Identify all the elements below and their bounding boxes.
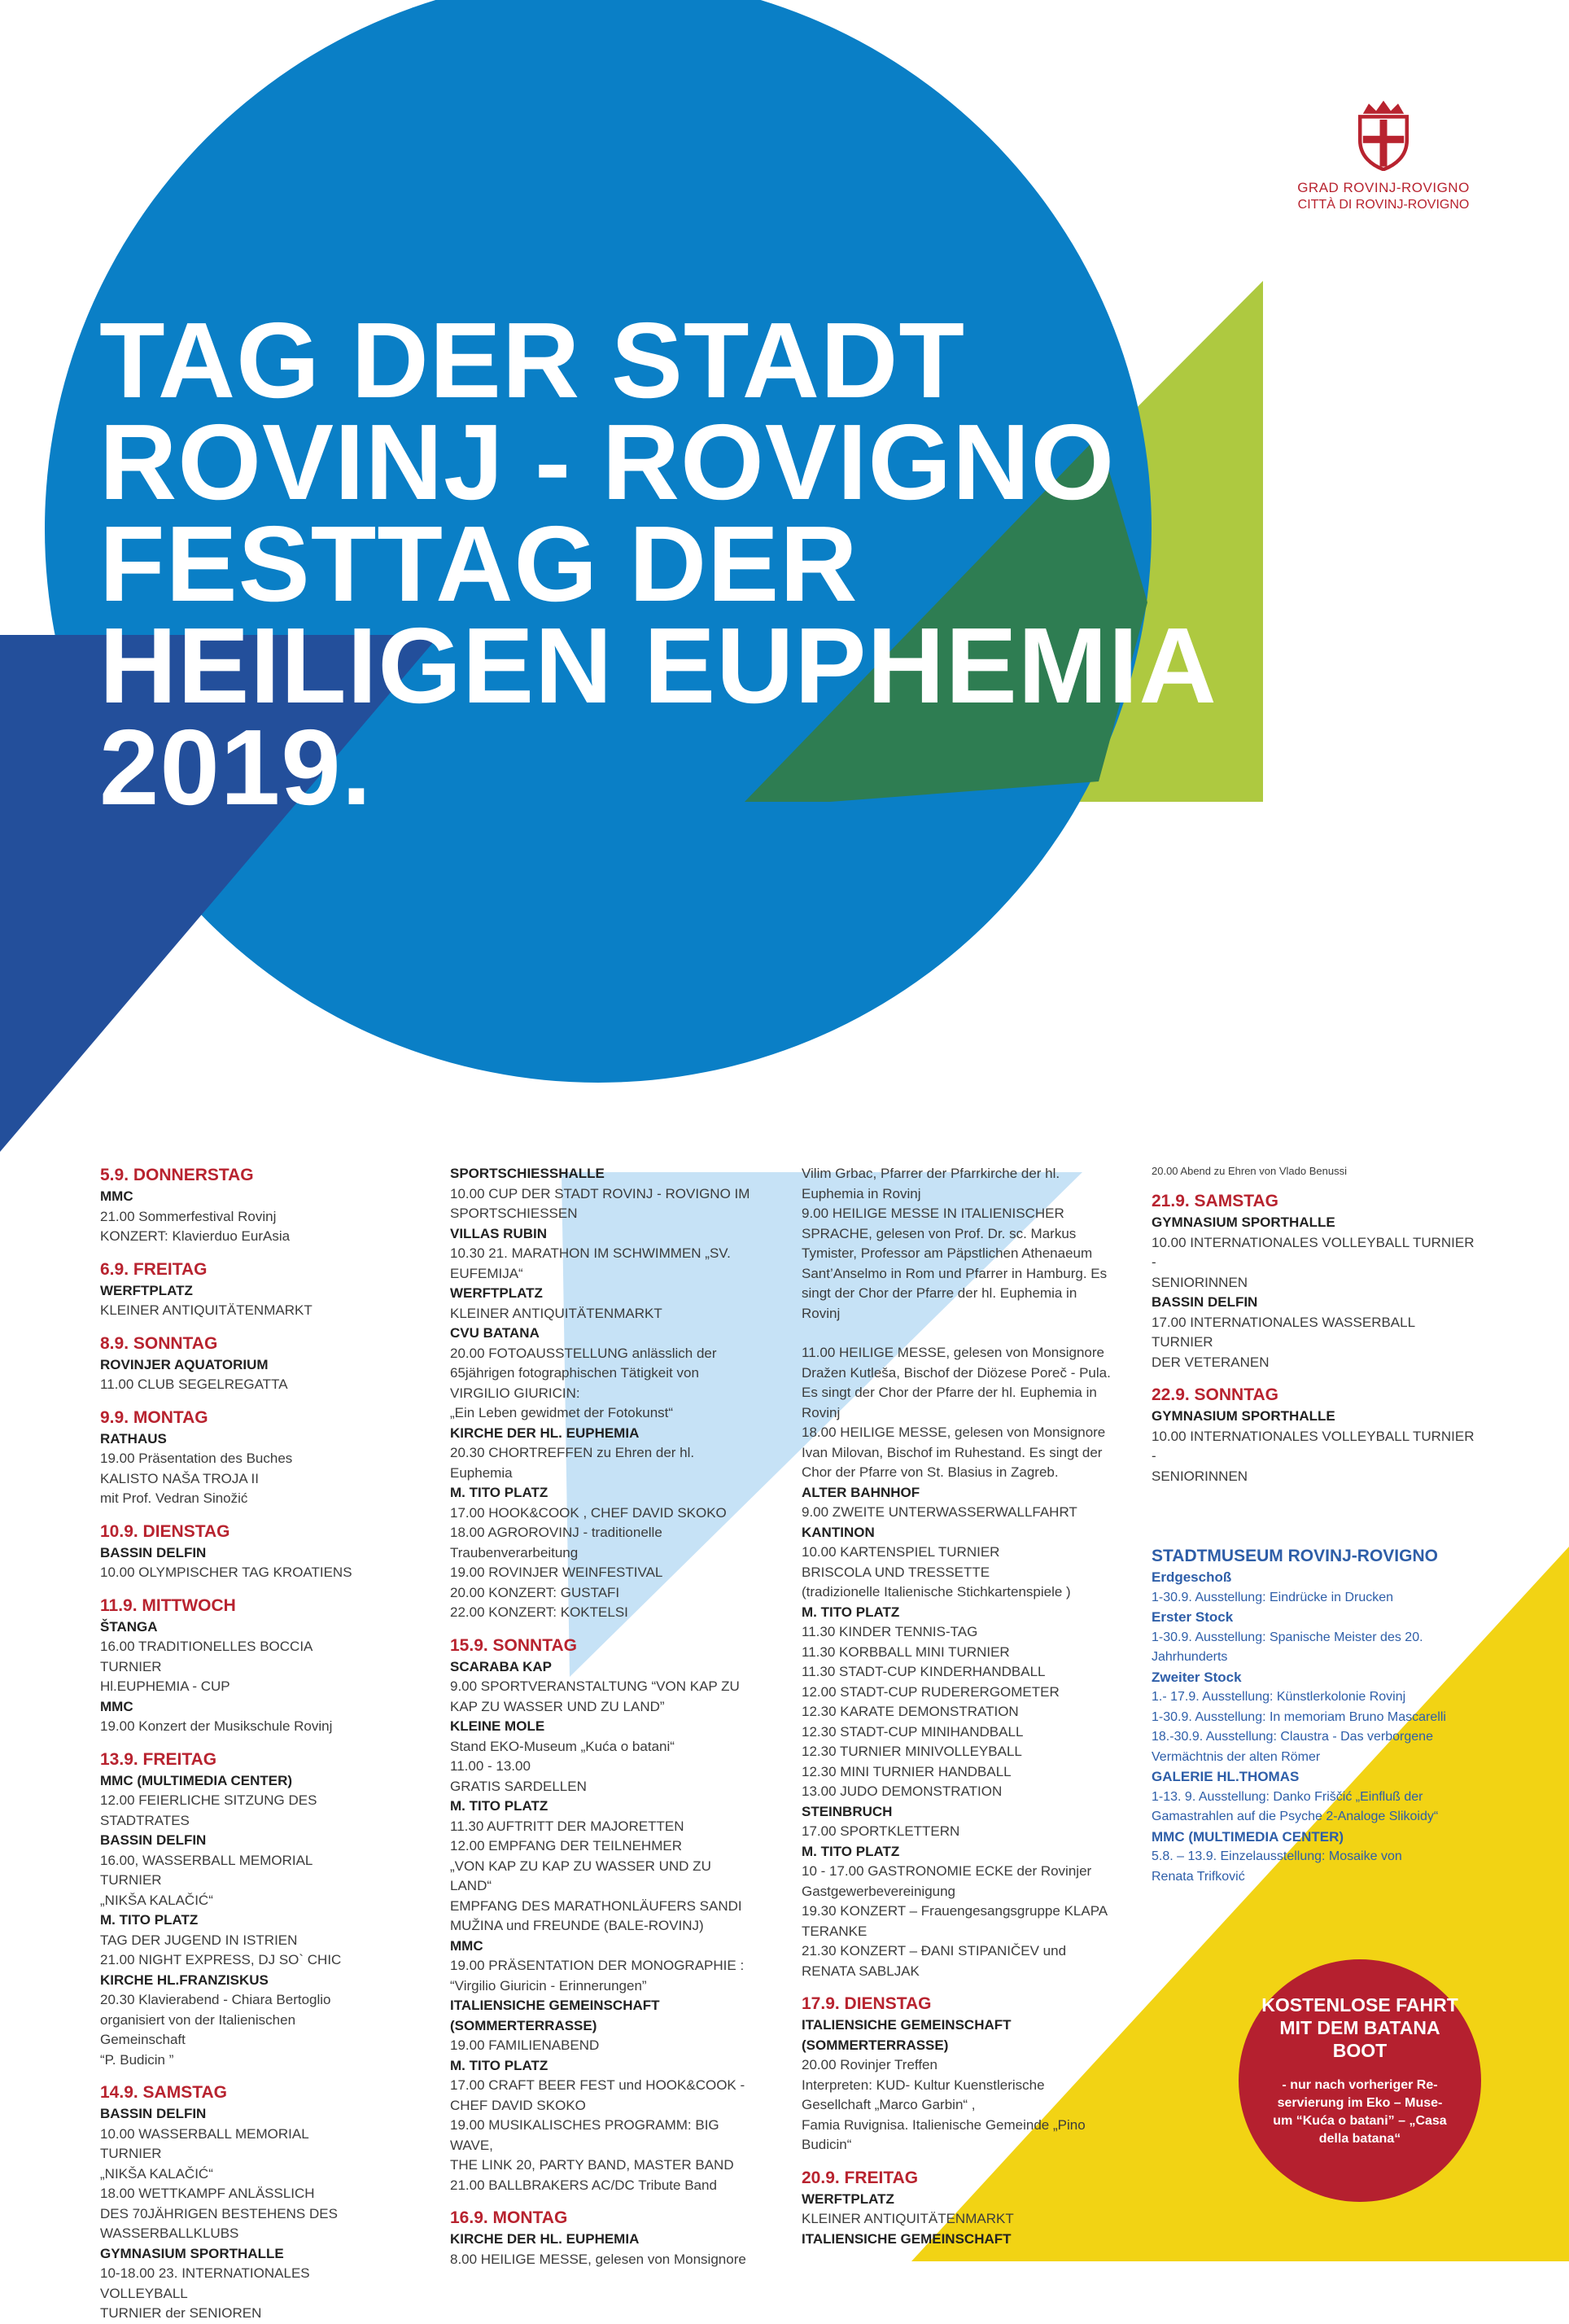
museum-title: STADTMUSEUM ROVINJ-ROVIGNO — [1152, 1547, 1438, 1565]
program-column-4 — [1152, 1164, 1477, 1887]
event-line: 9.00 HEILIGE MESSE IN ITALIENISCHER — [802, 1206, 1064, 1221]
day-heading: 22.9. SONNTAG — [1152, 1385, 1278, 1404]
event-line: 19.00 ROVINJER WEINFESTIVAL — [450, 1565, 663, 1580]
exhibition-line: 1-30.9. Ausstellung: Spanische Meister des 20. — [1152, 1630, 1423, 1644]
event-line: 16.00, WASSERBALL MEMORIAL TURNIER — [100, 1852, 312, 1888]
event-line: Budicin“ — [802, 2137, 852, 2152]
exhibition-line: Jahrhunderts — [1152, 1650, 1228, 1664]
museum-section-name: Erster Stock — [1152, 1609, 1234, 1625]
event-line: Chor der Pfarre von St. Blasius in Zagreb. — [802, 1464, 1059, 1480]
event-line: KALISTO NAŠA TROJA II — [100, 1470, 259, 1486]
venue-name: KIRCHE DER HL. EUPHEMIA — [450, 2231, 640, 2247]
event-line: „VON KAP ZU KAP ZU WASSER UND ZU LAND“ — [450, 1858, 711, 1893]
venue-name: MMC — [450, 1937, 483, 1954]
event-line: „NIKŠA KALAČIĆ“ — [100, 1892, 213, 1908]
museum-section-name: GALERIE HL.THOMAS — [1152, 1769, 1300, 1784]
event-line: 10.00 INTERNATIONALES VOLLEYBALL TURNIER - — [1152, 1234, 1475, 1270]
event-line: SPORTSCHIESSEN — [450, 1206, 578, 1221]
exhibition-line: 1-30.9. Ausstellung: In memoriam Bruno Mascarelli — [1152, 1709, 1446, 1724]
event-line: 9.00 SPORTVERANSTALTUNG “VON KAP ZU — [450, 1678, 740, 1694]
event-line: 20.30 CHORTREFFEN zu Ehren der hl. Euphemia — [450, 1445, 695, 1481]
venue-name: M. TITO PLATZ — [100, 1912, 199, 1928]
event-line: WASSERBALLKLUBS — [100, 2226, 239, 2241]
venue-name: WERFTPLATZ — [450, 1285, 543, 1301]
event-line: MUŽINA und FREUNDE (BALE-ROVINJ) — [450, 1918, 704, 1933]
day-heading: 21.9. SAMSTAG — [1152, 1192, 1278, 1210]
event-line: 16.00 TRADITIONELLES BOCCIA TURNIER — [100, 1639, 312, 1674]
event-line: 20.00 KONZERT: GUSTAFI — [450, 1584, 620, 1600]
event-line: 17.00 INTERNATIONALES WASSERBALL TURNIER — [1152, 1314, 1415, 1350]
event-line: Stand EKO-Museum „Kuća o batani“ — [450, 1738, 675, 1754]
day-heading: 5.9. DONNERSTAG — [100, 1166, 254, 1184]
event-line: 21.00 Sommerfestival Rovinj — [100, 1208, 277, 1224]
event-line: singt der Chor der Pfarre der hl. Euphemia in Rovinj — [802, 1285, 1077, 1321]
venue-name: CVU BATANA — [450, 1325, 540, 1341]
event-line: 11.30 KORBBALL MINI TURNIER — [802, 1643, 1010, 1660]
event-line: Ivan Milovan, Bischof im Ruhestand. Es singt der — [802, 1444, 1103, 1460]
logo-line1: GRAD ROVINJ-ROVIGNO — [1297, 180, 1470, 195]
event-line: 10.00 CUP DER STADT ROVINJ - ROVIGNO IM — [450, 1185, 750, 1201]
exhibition-line: Gamastrahlen auf die Psyche 2-Analoge Slikoidy“ — [1152, 1810, 1439, 1823]
event-line: 21.30 KONZERT – ĐANI STIPANIČEV und — [802, 1943, 1067, 1959]
event-line: 10.00 OLYMPISCHER TAG KROATIENS — [100, 1565, 352, 1580]
badge-heading — [1260, 1994, 1460, 2062]
event-line: 12.30 STADT-CUP MINIHANDBALL — [802, 1723, 1024, 1740]
event-line: 12.30 MINI TURNIER HANDBALL — [802, 1763, 1012, 1779]
event-line: organisiert von der Italienischen Gemeinschaft — [100, 2011, 296, 2047]
day-heading: 6.9. FREITAG — [100, 1259, 208, 1279]
program-column-1 — [100, 1164, 369, 2324]
venue-name: SPORTSCHIESSHALLE — [450, 1166, 605, 1181]
venue-name: KLEINE MOLE — [450, 1718, 545, 1734]
event-line: 21.00 NIGHT EXPRESS, DJ SO` CHIC — [100, 1952, 342, 1967]
day-heading: 13.9. FREITAG — [100, 1749, 217, 1769]
event-line: 12.00 STADT-CUP RUDERERGOMETER — [802, 1683, 1060, 1700]
event-line: EMPFANG DES MARATHONLÄUFERS SANDI — [450, 1897, 742, 1914]
event-line: Dražen Kutleša, Bischof der Diözese Poreč - Pula. — [802, 1364, 1111, 1381]
day-heading: 8.9. SONNTAG — [100, 1333, 218, 1353]
exhibition-line: Vermächtnis der alten Römer — [1152, 1749, 1321, 1764]
event-line: VIRGILIO GIURICIN: — [450, 1385, 580, 1401]
venue-name: WERFTPLATZ — [802, 2191, 894, 2207]
event-line: “P. Budicin ” — [100, 2051, 174, 2068]
event-line: 21.00 BALLBRAKERS AC/DC Tribute Band — [450, 2177, 717, 2193]
venue-name: MMC — [100, 1188, 133, 1204]
event-line: 19.30 KONZERT – Frauengesangsgruppe KLAPA — [802, 1903, 1108, 1919]
exhibition-line: 1-30.9. Ausstellung: Eindrücke in Drucken — [1152, 1590, 1394, 1604]
event-line: 20.00 Rovinjer Treffen — [802, 2057, 937, 2072]
day-heading: 20.9. FREITAG — [802, 2168, 919, 2187]
venue-name: ITALIENSICHE GEMEINSCHAFT — [450, 1998, 660, 2013]
exhibition-line: 5.8. – 13.9. Einzelausstellung: Mosaike von — [1152, 1849, 1402, 1863]
event-line: 17.00 CRAFT BEER FEST und HOOK&COOK - — [450, 2077, 745, 2093]
event-line: 19.00 FAMILIENABEND — [450, 2037, 600, 2053]
event-line: 10.30 21. MARATHON IM SCHWIMMEN „SV. — [450, 1245, 731, 1261]
event-line: SPRACHE, gelesen von Prof. Dr. sc. Markus — [802, 1225, 1077, 1241]
event-line: Rovinj — [802, 1404, 841, 1420]
event-line: 20.00 Abend zu Ehren von Vlado Benussi — [1152, 1165, 1347, 1177]
badge-line1: KOSTENLOSE FAHRT — [1261, 1994, 1458, 2015]
venue-name: ITALIENSICHE GEMEINSCHAFT — [802, 2017, 1012, 2033]
day-heading: 16.9. MONTAG — [450, 2208, 568, 2227]
event-line: 65jährigen fotographischen Tätigkeit von — [450, 1365, 699, 1381]
event-line: DER VETERANEN — [1152, 1354, 1270, 1370]
badge-note2: servierung im Eko – Muse- — [1277, 2096, 1443, 2110]
poster-title — [99, 300, 1320, 827]
event-line: Gesellchaft „Marco Garbin“ , — [802, 2097, 976, 2112]
event-line: THE LINK 20, PARTY BAND, MASTER BAND — [450, 2157, 734, 2173]
title-line3: FESTTAG DER — [99, 504, 859, 624]
venue-name: GYMNASIUM SPORTHALLE — [1152, 1408, 1335, 1424]
event-line: 12.30 TURNIER MINIVOLLEYBALL — [802, 1744, 1022, 1759]
free-boat-badge — [1239, 1959, 1481, 2202]
venue-name: (SOMMERTERRASSE) — [802, 2037, 949, 2053]
venue-name: (SOMMERTERRASSE) — [450, 2017, 597, 2033]
venue-name: SCARABA KAP — [450, 1658, 552, 1674]
venue-name: ALTER BAHNHOF — [802, 1484, 920, 1500]
events-list — [1152, 1164, 1477, 1486]
event-line: TERANKE — [802, 1923, 868, 1939]
venue-name: STEINBRUCH — [802, 1803, 893, 1819]
event-line: Es singt der Chor der Pfarre der hl. Euphemia in — [802, 1385, 1097, 1400]
venue-name: M. TITO PLATZ — [802, 1843, 900, 1859]
event-line: SENIORINNEN — [1152, 1468, 1248, 1484]
event-line: 12.00 FEIERLICHE SITZUNG DES STADTRATES — [100, 1792, 317, 1828]
event-line: 18.00 AGROROVINJ - traditionelle — [450, 1525, 662, 1540]
venue-name: BASSIN DELFIN — [100, 1832, 207, 1848]
event-line: 20.30 Klavierabend - Chiara Bertoglio — [100, 1992, 331, 2007]
program-column-2 — [450, 1164, 751, 2269]
venue-name: KANTINON — [802, 1524, 875, 1540]
venue-name: GYMNASIUM SPORTHALLE — [1152, 1215, 1335, 1230]
event-line: Interpreten: KUD- Kultur Kuenstlerische — [802, 2077, 1045, 2093]
event-line: SENIORINNEN — [1152, 1274, 1248, 1290]
exhibition-line: 1-13. 9. Ausstellung: Danko Friščić „Einfluß der — [1152, 1789, 1423, 1804]
venue-name: WERFTPLATZ — [100, 1282, 193, 1298]
event-line: „Ein Leben gewidmet der Fotokunst“ — [450, 1405, 674, 1420]
venue-name: RATHAUS — [100, 1430, 167, 1446]
badge-note4: della batana“ — [1318, 2132, 1401, 2146]
event-line: GRATIS SARDELLEN — [450, 1778, 587, 1794]
event-line: 11.00 HEILIGE MESSE, gelesen von Monsignore — [802, 1345, 1104, 1360]
badge-note3: um “Kuća o batani” – „Casa — [1273, 2114, 1447, 2128]
exhibition-line: Renata Trifković — [1152, 1869, 1245, 1884]
event-line: 11.30 AUFTRITT DER MAJORETTEN — [450, 1818, 684, 1834]
event-line: Traubenverarbeitung — [450, 1544, 579, 1560]
event-line: DES 70JÄHRIGEN BESTEHENS DES — [100, 2205, 338, 2221]
event-line: 11.30 STADT-CUP KINDERHANDBALL — [802, 1664, 1046, 1679]
event-line: KLEINER ANTIQUITÄTENMARKT — [100, 1302, 312, 1318]
event-line: 10-18.00 23. INTERNATIONALES VOLLEYBALL — [100, 2265, 310, 2301]
event-line: (tradizionelle Italienische Stichkartenspiele ) — [802, 1584, 1071, 1600]
day-heading: 11.9. MITTWOCH — [100, 1595, 236, 1615]
event-line: Gastgewerbevereinigung — [802, 1883, 956, 1899]
event-line: 19.00 MUSIKALISCHES PROGRAMM: BIG WAVE, — [450, 2117, 719, 2153]
event-line: 19.00 Konzert der Musikschule Rovinj — [100, 1718, 333, 1734]
event-line: 12.30 KARATE DEMONSTRATION — [802, 1704, 1019, 1719]
venue-name: BASSIN DELFIN — [100, 2106, 207, 2121]
event-line: EUFEMIJA“ — [450, 1265, 523, 1281]
city-logo — [1286, 98, 1481, 213]
event-line: 12.00 EMPFANG DER TEILNEHMER — [450, 1838, 682, 1854]
event-line: Hl.EUPHEMIA - CUP — [100, 1678, 230, 1694]
event-line: 18.00 WETTKAMPF ANLÄSSLICH — [100, 2186, 315, 2201]
museum-section-name: Zweiter Stock — [1152, 1669, 1242, 1685]
event-line: 10.00 KARTENSPIEL TURNIER — [802, 1544, 1000, 1560]
event-line: 11.30 KINDER TENNIS-TAG — [802, 1624, 978, 1639]
event-line: 8.00 HEILIGE MESSE, gelesen von Monsignore — [450, 2251, 746, 2267]
event-line: 17.00 SPORTKLETTERN — [802, 1823, 960, 1839]
venue-name: M. TITO PLATZ — [450, 2057, 548, 2073]
venue-name: BASSIN DELFIN — [1152, 1294, 1258, 1310]
event-line: Vilim Grbac, Pfarrer der Pfarrkirche der hl. — [802, 1166, 1060, 1181]
event-line: “Virgilio Giuricin - Erinnerungen” — [450, 1977, 647, 1994]
event-line: 17.00 HOOK&COOK , CHEF DAVID SKOKO — [450, 1504, 727, 1521]
logo-line2: CITTÀ DI ROVINJ-ROVIGNO — [1297, 198, 1470, 212]
event-line: Famia Ruvignisa. Italienische Gemeinde „Pino — [802, 2116, 1086, 2133]
event-line: KLEINER ANTIQUITÄTENMARKT — [450, 1305, 662, 1321]
event-line: 19.00 Präsentation des Buches — [100, 1451, 293, 1466]
venue-name: ITALIENSICHE GEMEINSCHAFT — [802, 2230, 1012, 2247]
event-line: 10.00 WASSERBALL MEMORIAL TURNIER — [100, 2125, 309, 2161]
event-line: 11.00 CLUB SEGELREGATTA — [100, 1376, 288, 1392]
event-line: BRISCOLA UND TRESSETTE — [802, 1564, 990, 1580]
badge-line2: MIT DEM BATANA — [1279, 2017, 1440, 2038]
title-line5: 2019. — [99, 707, 373, 827]
venue-name: ŠTANGA — [100, 1618, 158, 1635]
program-column-3 — [802, 1164, 1111, 2249]
venue-name: ROVINJER AQUATORIUM — [100, 1356, 269, 1372]
museum-section — [1152, 1545, 1477, 1887]
badge-line3: BOOT — [1332, 2040, 1388, 2061]
title-line2: ROVINJ - ROVIGNO — [99, 402, 1116, 522]
event-line: 10 - 17.00 GASTRONOMIE ECKE der Rovinjer — [802, 1863, 1092, 1879]
venue-name: KIRCHE DER HL. EUPHEMIA — [450, 1425, 640, 1441]
event-line: 20.00 FOTOAUSSTELLUNG anlässlich der — [450, 1345, 717, 1361]
event-line: 11.00 - 13.00 — [450, 1758, 531, 1774]
museum-section-name: MMC (MULTIMEDIA CENTER) — [1152, 1828, 1344, 1845]
venue-name: M. TITO PLATZ — [450, 1485, 548, 1500]
event-line: 19.00 PRÄSENTATION DER MONOGRAPHIE : — [450, 1958, 745, 1973]
event-line: Sant’Anselmo in Rom und Pfarrer in Hamburg. Es — [802, 1265, 1108, 1281]
venue-name: MMC — [100, 1698, 133, 1714]
event-line: Tymister, Professor am Päpstlichen Athenaeum — [802, 1245, 1093, 1261]
city-crest-icon — [1347, 98, 1420, 171]
exhibition-line: 18.-30.9. Ausstellung: Claustra - Das verborgene — [1152, 1730, 1433, 1744]
event-line: 9.00 ZWEITE UNTERWASSERWALLFAHRT — [802, 1504, 1077, 1520]
event-line: RENATA SABLJAK — [802, 1963, 920, 1979]
event-line: 13.00 JUDO DEMONSTRATION — [802, 1783, 1003, 1799]
exhibition-line: 1.- 17.9. Ausstellung: Künstlerkolonie Rovinj — [1152, 1690, 1406, 1704]
day-heading: 15.9. SONNTAG — [450, 1635, 577, 1655]
venue-name: M. TITO PLATZ — [802, 1604, 900, 1620]
event-line: 22.00 KONZERT: KOKTELSI — [450, 1604, 628, 1620]
event-line: 10.00 INTERNATIONALES VOLLEYBALL TURNIER - — [1152, 1428, 1475, 1464]
event-line: mit Prof. Vedran Sinožić — [100, 1490, 248, 1506]
spacer — [802, 1324, 1111, 1343]
day-heading: 10.9. DIENSTAG — [100, 1521, 230, 1541]
event-line: Euphemia in Rovinj — [802, 1185, 921, 1201]
museum-section-name: Erdgeschoß — [1152, 1569, 1232, 1585]
title-line4: HEILIGEN EUPHEMIA — [99, 606, 1217, 725]
badge-note — [1260, 2077, 1460, 2148]
venue-name: MMC (MULTIMEDIA CENTER) — [100, 1772, 293, 1788]
event-line: 18.00 HEILIGE MESSE, gelesen von Monsignore — [802, 1425, 1106, 1440]
venue-name: M. TITO PLATZ — [450, 1798, 548, 1814]
venue-name: VILLAS RUBIN — [450, 1225, 547, 1241]
event-line: TAG DER JUGEND IN ISTRIEN — [100, 1932, 298, 1948]
venue-name: GYMNASIUM SPORTHALLE — [100, 2245, 284, 2261]
event-line: KONZERT: Klavierduo EurAsia — [100, 1228, 291, 1244]
venue-name: BASSIN DELFIN — [100, 1544, 207, 1560]
event-line: CHEF DAVID SKOKO — [450, 2097, 586, 2113]
badge-note1: - nur nach vorheriger Re- — [1282, 2078, 1438, 2092]
day-heading: 17.9. DIENSTAG — [802, 1994, 932, 2013]
event-line: KAP ZU WASSER UND ZU LAND” — [450, 1698, 665, 1714]
venue-name: KIRCHE HL.FRANZISKUS — [100, 1972, 269, 1988]
event-line: TURNIER der SENIOREN — [100, 2305, 262, 2321]
event-line: „NIKŠA KALAČIĆ“ — [100, 2165, 213, 2182]
day-heading: 14.9. SAMSTAG — [100, 2083, 227, 2102]
day-heading: 9.9. MONTAG — [100, 1407, 208, 1427]
event-line: KLEINER ANTIQUITÄTENMARKT — [802, 2211, 1014, 2226]
title-line1: TAG DER STADT — [99, 300, 966, 420]
